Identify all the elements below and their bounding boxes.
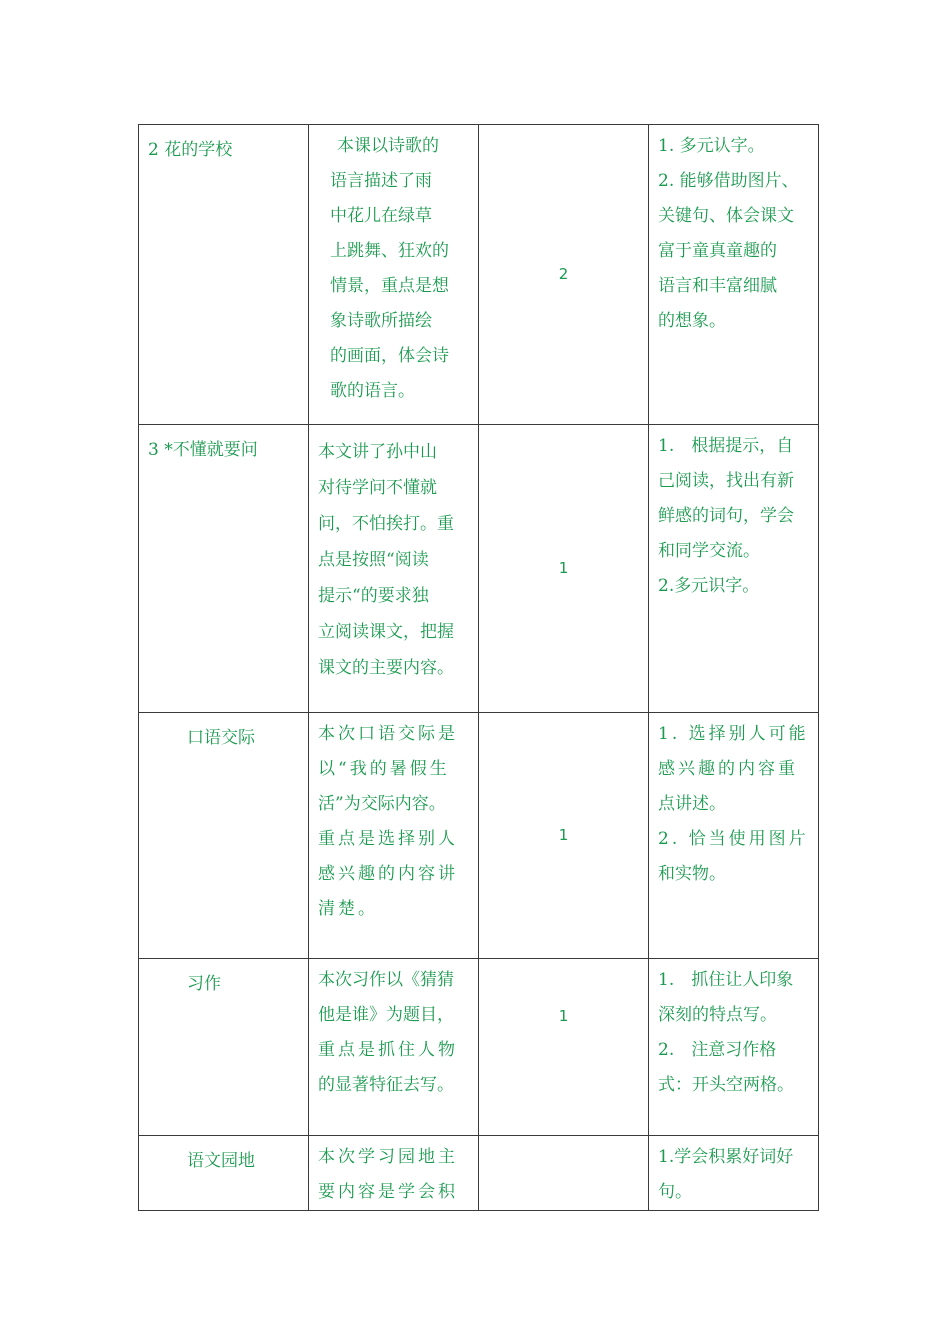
table-row bbox=[139, 1136, 819, 1211]
goal-line: 1. 抓住让人印象 bbox=[658, 970, 794, 990]
goal-line: 深刻的特点写。 bbox=[658, 1005, 777, 1025]
lesson-goals-cell bbox=[649, 125, 819, 425]
lesson-description-cell bbox=[309, 125, 479, 425]
lesson-description-cell bbox=[309, 425, 479, 713]
goal-line: 1. 多元认字。 bbox=[658, 136, 765, 156]
goal-line: 1. 选择别人可能 bbox=[658, 724, 809, 744]
goal-line: 关键句、体会课文 bbox=[658, 206, 794, 226]
goal-line: 2. 注意习作格 bbox=[658, 1040, 777, 1060]
goal-line: 2. 恰当使用图片 bbox=[658, 829, 809, 849]
goal-line: 1.学会积累好词好 bbox=[658, 1147, 794, 1167]
description-line: 上跳舞、狂欢的 bbox=[330, 241, 449, 261]
goal-line: 1. 根据提示，自 bbox=[658, 436, 794, 456]
lesson-hours-cell: 1 bbox=[479, 959, 649, 1136]
description-line: 中花儿在绿草 bbox=[330, 206, 432, 226]
description-line: 本文讲了孙中山 bbox=[318, 442, 437, 462]
lesson-description-cell bbox=[309, 1136, 479, 1211]
lesson-hours-cell: 1 bbox=[479, 713, 649, 959]
lesson-name-cell: 2 花的学校 bbox=[139, 125, 309, 425]
goal-line: 句。 bbox=[658, 1182, 692, 1202]
lesson-goals-cell bbox=[649, 1136, 819, 1211]
description-line: 语言描述了雨 bbox=[330, 171, 432, 191]
description-line: 本次学习园地主 bbox=[318, 1147, 458, 1167]
goal-line: 2.多元识字。 bbox=[658, 576, 760, 596]
description-line: 对待学问不懂就 bbox=[318, 478, 437, 498]
description-line: 象诗歌所描绘 bbox=[330, 311, 432, 331]
lesson-name-cell: 口语交际 bbox=[139, 713, 309, 959]
goal-line: 2. 能够借助图片、 bbox=[658, 171, 799, 191]
description-line: 的显著特征去写。 bbox=[318, 1075, 454, 1095]
lesson-name-cell: 语文园地 bbox=[139, 1136, 309, 1211]
description-line: 清楚。 bbox=[318, 899, 378, 919]
lesson-hours-cell bbox=[479, 1136, 649, 1211]
description-line: 情景，重点是想 bbox=[330, 276, 449, 296]
lesson-goals-cell bbox=[649, 713, 819, 959]
description-line: 本次口语交际是 bbox=[318, 724, 458, 744]
lesson-hours-cell: 2 bbox=[479, 125, 649, 425]
table-row bbox=[139, 959, 819, 1136]
lesson-name-cell: 3 *不懂就要问 bbox=[139, 425, 309, 713]
lesson-description-cell bbox=[309, 713, 479, 959]
description-line: 问，不怕挨打。重 bbox=[318, 514, 454, 534]
goal-line: 鲜感的词句，学会 bbox=[658, 506, 794, 526]
goal-line: 己阅读，找出有新 bbox=[658, 471, 794, 491]
description-line: 立阅读课文，把握 bbox=[318, 622, 454, 642]
description-line: 要内容是学会积 bbox=[318, 1182, 458, 1202]
description-line: 点是按照“阅读 bbox=[318, 550, 429, 570]
description-line: 提示“的要求独 bbox=[318, 586, 429, 606]
lesson-hours-cell: 1 bbox=[479, 425, 649, 713]
goal-line: 和同学交流。 bbox=[658, 541, 760, 561]
goal-line: 感兴趣的内容重 bbox=[658, 759, 798, 779]
table-row bbox=[139, 425, 819, 713]
lesson-goals-cell bbox=[649, 959, 819, 1136]
goal-line: 富于童真童趣的 bbox=[658, 241, 777, 261]
description-line: 的画面，体会诗 bbox=[330, 346, 449, 366]
description-line: 本次习作以《猜猜 bbox=[318, 970, 454, 990]
description-line: 课文的主要内容。 bbox=[318, 658, 454, 678]
goal-line: 语言和丰富细腻 bbox=[658, 276, 777, 296]
lesson-plan-table bbox=[138, 124, 819, 1211]
description-line: 歌的语言。 bbox=[330, 381, 415, 401]
description-line: 活”为交际内容。 bbox=[318, 794, 446, 814]
description-line: 重点是选择别人 bbox=[318, 829, 458, 849]
description-line: 重点是抓住人物 bbox=[318, 1040, 458, 1060]
goal-line: 点讲述。 bbox=[658, 794, 726, 814]
description-line: 他是谁》为题目， bbox=[318, 1005, 454, 1025]
lesson-goals-cell bbox=[649, 425, 819, 713]
goal-line: 和实物。 bbox=[658, 864, 726, 884]
lesson-name-cell: 习作 bbox=[139, 959, 309, 1136]
goal-line: 式：开头空两格。 bbox=[658, 1075, 794, 1095]
description-line: 以“我的暑假生 bbox=[318, 759, 450, 779]
lesson-description-cell bbox=[309, 959, 479, 1136]
table-row bbox=[139, 713, 819, 959]
description-line: 本课以诗歌的 bbox=[337, 136, 439, 156]
description-line: 感兴趣的内容讲 bbox=[318, 864, 458, 884]
table-row bbox=[139, 125, 819, 425]
goal-line: 的想象。 bbox=[658, 311, 726, 331]
